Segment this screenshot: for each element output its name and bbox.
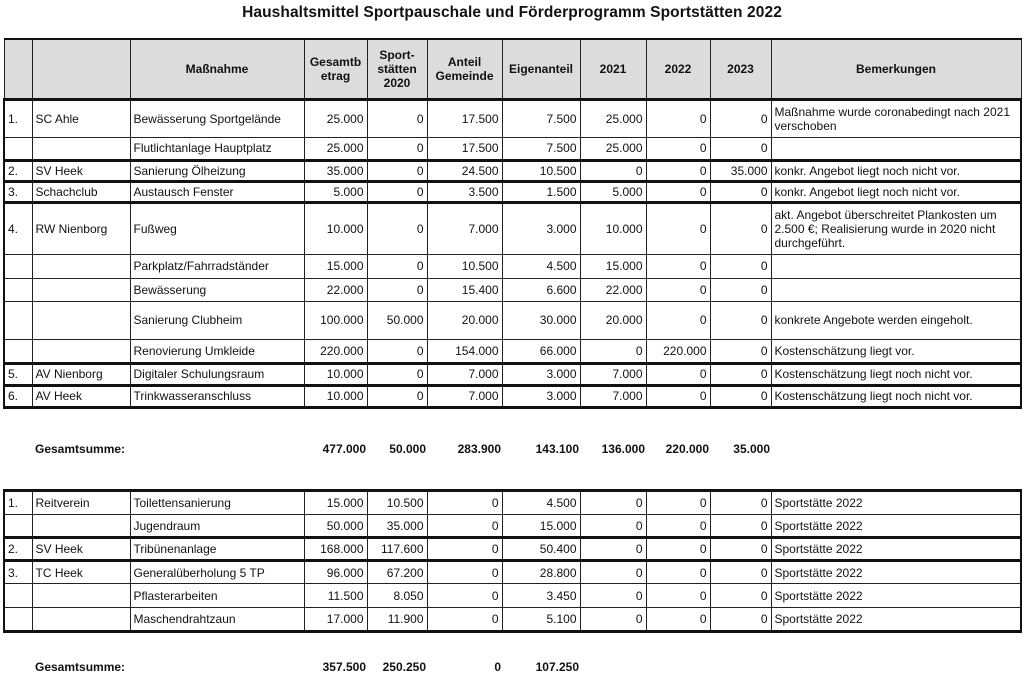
cell-anteil-gemeinde: 7.000 <box>427 363 502 385</box>
cell-2021: 0 <box>580 515 646 538</box>
cell-gesamtbetrag: 10.000 <box>304 202 367 254</box>
cell-bemerkungen: Sportstätte 2022 <box>771 491 1021 515</box>
table-row <box>4 254 1021 278</box>
table1-body <box>4 99 1021 407</box>
cell-anteil-gemeinde: 0 <box>427 561 502 584</box>
cell-verein: AV Heek <box>32 385 130 407</box>
cell-massnahme: Renovierung Umkleide <box>130 339 304 363</box>
cell-2023: 0 <box>710 491 771 515</box>
cell-verein <box>32 608 130 632</box>
cell-sportstaetten: 0 <box>367 385 427 407</box>
table-row <box>4 363 1021 385</box>
cell-eigenanteil: 10.500 <box>502 160 580 181</box>
total-2021: 136.000 <box>601 442 645 456</box>
cell-sportstaetten: 50.000 <box>367 301 427 339</box>
cell-sportstaetten: 0 <box>367 278 427 301</box>
cell-2021: 5.000 <box>580 181 646 202</box>
table-row <box>4 385 1021 407</box>
cell-2021: 25.000 <box>580 99 646 137</box>
cell-gesamtbetrag: 22.000 <box>304 278 367 301</box>
cell-massnahme: Generalüberholung 5 TP <box>130 561 304 584</box>
total-label: Gesamtsumme: <box>35 442 126 456</box>
cell-bemerkungen: akt. Angebot überschreitet Plankosten um 2.500 €; Realisierung wurde in 2020 nicht durchgeführt. <box>771 202 1021 254</box>
total-sportstaetten: 250.250 <box>382 660 426 674</box>
cell-2022: 0 <box>646 301 710 339</box>
table-row <box>4 181 1021 202</box>
cell-nr: 3. <box>4 561 32 584</box>
budget-table-sportpauschale <box>3 38 1022 409</box>
cell-eigenanteil: 4.500 <box>502 254 580 278</box>
header-verein <box>32 39 130 99</box>
cell-sportstaetten: 35.000 <box>367 515 427 538</box>
cell-2023: 0 <box>710 254 771 278</box>
cell-2022: 0 <box>646 538 710 561</box>
cell-2021: 0 <box>580 339 646 363</box>
cell-anteil-gemeinde: 0 <box>427 608 502 632</box>
cell-2023: 0 <box>710 278 771 301</box>
cell-sportstaetten: 0 <box>367 160 427 181</box>
cell-sportstaetten: 8.050 <box>367 584 427 608</box>
cell-bemerkungen: Sportstätte 2022 <box>771 561 1021 584</box>
cell-2023: 0 <box>710 202 771 254</box>
cell-2021: 0 <box>580 538 646 561</box>
header-nr <box>4 39 32 99</box>
header-bemerkungen: Bemerkungen <box>771 39 1021 99</box>
cell-verein <box>32 301 130 339</box>
cell-nr <box>4 254 32 278</box>
header-massnahme: Maßnahme <box>130 39 304 99</box>
cell-verein <box>32 584 130 608</box>
cell-nr <box>4 584 32 608</box>
table-row <box>4 301 1021 339</box>
cell-gesamtbetrag: 15.000 <box>304 491 367 515</box>
cell-nr <box>4 301 32 339</box>
cell-2022: 0 <box>646 491 710 515</box>
cell-gesamtbetrag: 96.000 <box>304 561 367 584</box>
cell-anteil-gemeinde: 7.000 <box>427 202 502 254</box>
table-row <box>4 99 1021 137</box>
cell-2022: 0 <box>646 608 710 632</box>
cell-2023: 0 <box>710 584 771 608</box>
cell-2023: 0 <box>710 301 771 339</box>
table-row <box>4 491 1021 515</box>
cell-nr: 3. <box>4 181 32 202</box>
header-2022: 2022 <box>646 39 710 99</box>
cell-massnahme: Digitaler Schulungsraum <box>130 363 304 385</box>
cell-bemerkungen: Sportstätte 2022 <box>771 608 1021 632</box>
cell-2023: 0 <box>710 515 771 538</box>
cell-verein <box>32 278 130 301</box>
table-row <box>4 515 1021 538</box>
cell-massnahme: Bewässerung Sportgelände <box>130 99 304 137</box>
cell-anteil-gemeinde: 10.500 <box>427 254 502 278</box>
cell-gesamtbetrag: 220.000 <box>304 339 367 363</box>
total-row-2 <box>3 660 1020 676</box>
table-row <box>4 608 1021 632</box>
cell-2021: 25.000 <box>580 137 646 160</box>
cell-eigenanteil: 7.500 <box>502 99 580 137</box>
cell-2022: 0 <box>646 254 710 278</box>
cell-nr: 1. <box>4 491 32 515</box>
cell-anteil-gemeinde: 3.500 <box>427 181 502 202</box>
cell-2023: 0 <box>710 385 771 407</box>
table-row <box>4 137 1021 160</box>
total-row-1 <box>3 442 1020 458</box>
cell-massnahme: Toilettensanierung <box>130 491 304 515</box>
cell-eigenanteil: 66.000 <box>502 339 580 363</box>
cell-massnahme: Austausch Fenster <box>130 181 304 202</box>
cell-eigenanteil: 6.600 <box>502 278 580 301</box>
cell-anteil-gemeinde: 0 <box>427 491 502 515</box>
cell-2023: 0 <box>710 363 771 385</box>
cell-2022: 0 <box>646 99 710 137</box>
cell-bemerkungen <box>771 137 1021 160</box>
cell-sportstaetten: 0 <box>367 181 427 202</box>
cell-anteil-gemeinde: 17.500 <box>427 99 502 137</box>
cell-eigenanteil: 3.450 <box>502 584 580 608</box>
cell-anteil-gemeinde: 154.000 <box>427 339 502 363</box>
cell-bemerkungen: Kostenschätzung liegt noch nicht vor. <box>771 385 1021 407</box>
total-label: Gesamtsumme: <box>35 660 126 674</box>
table-row <box>4 339 1021 363</box>
cell-2021: 22.000 <box>580 278 646 301</box>
table-row <box>4 160 1021 181</box>
cell-massnahme: Trinkwasseranschluss <box>130 385 304 407</box>
cell-sportstaetten: 0 <box>367 137 427 160</box>
cell-verein: Schachclub <box>32 181 130 202</box>
cell-2021: 0 <box>580 561 646 584</box>
cell-2023: 0 <box>710 181 771 202</box>
cell-anteil-gemeinde: 0 <box>427 584 502 608</box>
total-eigenanteil: 143.100 <box>535 442 579 456</box>
cell-2021: 10.000 <box>580 202 646 254</box>
cell-verein <box>32 339 130 363</box>
cell-2021: 0 <box>580 491 646 515</box>
cell-sportstaetten: 117.600 <box>367 538 427 561</box>
total-anteil-gemeinde: 0 <box>494 660 501 674</box>
cell-bemerkungen <box>771 254 1021 278</box>
cell-2023: 0 <box>710 339 771 363</box>
cell-bemerkungen: Kostenschätzung liegt noch nicht vor. <box>771 363 1021 385</box>
cell-gesamtbetrag: 5.000 <box>304 181 367 202</box>
cell-verein: TC Heek <box>32 561 130 584</box>
cell-sportstaetten: 0 <box>367 339 427 363</box>
total-eigenanteil: 107.250 <box>535 660 579 674</box>
cell-massnahme: Sanierung Ölheizung <box>130 160 304 181</box>
table-row <box>4 561 1021 584</box>
cell-massnahme: Pflasterarbeiten <box>130 584 304 608</box>
document-title: Haushaltsmittel Sportpauschale und Förderprogramm Sportstätten 2022 <box>242 4 782 21</box>
total-2023: 35.000 <box>733 442 770 456</box>
header-sportstaetten-2020: Sport- stätten 2020 <box>367 39 427 99</box>
header-anteil-gemeinde: Anteil Gemeinde <box>427 39 502 99</box>
cell-verein <box>32 137 130 160</box>
header-eigenanteil: Eigenanteil <box>502 39 580 99</box>
cell-nr: 6. <box>4 385 32 407</box>
cell-sportstaetten: 0 <box>367 99 427 137</box>
cell-anteil-gemeinde: 15.400 <box>427 278 502 301</box>
total-2022: 220.000 <box>665 442 709 456</box>
cell-eigenanteil: 28.800 <box>502 561 580 584</box>
cell-gesamtbetrag: 35.000 <box>304 160 367 181</box>
cell-bemerkungen: konkr. Angebot liegt noch nicht vor. <box>771 181 1021 202</box>
header-2023: 2023 <box>710 39 771 99</box>
cell-bemerkungen: Kostenschätzung liegt vor. <box>771 339 1021 363</box>
cell-2021: 0 <box>580 584 646 608</box>
cell-bemerkungen: Sportstätte 2022 <box>771 515 1021 538</box>
total-sportstaetten: 50.000 <box>389 442 426 456</box>
table-row <box>4 202 1021 254</box>
cell-2023: 0 <box>710 561 771 584</box>
cell-massnahme: Jugendraum <box>130 515 304 538</box>
cell-2022: 0 <box>646 202 710 254</box>
cell-anteil-gemeinde: 20.000 <box>427 301 502 339</box>
cell-verein <box>32 254 130 278</box>
budget-table-foerderprogramm <box>3 489 1022 633</box>
cell-verein: Reitverein <box>32 491 130 515</box>
cell-2023: 0 <box>710 99 771 137</box>
cell-gesamtbetrag: 10.000 <box>304 385 367 407</box>
cell-eigenanteil: 3.000 <box>502 363 580 385</box>
cell-gesamtbetrag: 11.500 <box>304 584 367 608</box>
cell-gesamtbetrag: 168.000 <box>304 538 367 561</box>
cell-gesamtbetrag: 50.000 <box>304 515 367 538</box>
cell-2023: 0 <box>710 137 771 160</box>
cell-2022: 0 <box>646 160 710 181</box>
cell-2022: 0 <box>646 385 710 407</box>
cell-2022: 0 <box>646 363 710 385</box>
cell-eigenanteil: 3.000 <box>502 385 580 407</box>
cell-2022: 0 <box>646 584 710 608</box>
cell-sportstaetten: 0 <box>367 363 427 385</box>
cell-bemerkungen: konkrete Angebote werden eingeholt. <box>771 301 1021 339</box>
table-header-row <box>4 39 1021 99</box>
cell-eigenanteil: 30.000 <box>502 301 580 339</box>
cell-verein: AV Nienborg <box>32 363 130 385</box>
cell-bemerkungen: Sportstätte 2022 <box>771 538 1021 561</box>
cell-eigenanteil: 50.400 <box>502 538 580 561</box>
cell-2022: 0 <box>646 278 710 301</box>
cell-2023: 0 <box>710 538 771 561</box>
cell-2022: 0 <box>646 515 710 538</box>
cell-eigenanteil: 1.500 <box>502 181 580 202</box>
cell-sportstaetten: 10.500 <box>367 491 427 515</box>
cell-massnahme: Tribünenanlage <box>130 538 304 561</box>
cell-2021: 0 <box>580 160 646 181</box>
cell-eigenanteil: 3.000 <box>502 202 580 254</box>
cell-eigenanteil: 15.000 <box>502 515 580 538</box>
cell-sportstaetten: 67.200 <box>367 561 427 584</box>
cell-2021: 20.000 <box>580 301 646 339</box>
cell-verein: SC Ahle <box>32 99 130 137</box>
cell-nr <box>4 608 32 632</box>
cell-nr: 2. <box>4 538 32 561</box>
cell-verein: SV Heek <box>32 538 130 561</box>
cell-2023: 0 <box>710 608 771 632</box>
cell-massnahme: Sanierung Clubheim <box>130 301 304 339</box>
cell-sportstaetten: 0 <box>367 202 427 254</box>
cell-bemerkungen: Sportstätte 2022 <box>771 584 1021 608</box>
cell-nr <box>4 278 32 301</box>
cell-2021: 7.000 <box>580 363 646 385</box>
cell-sportstaetten: 0 <box>367 254 427 278</box>
cell-anteil-gemeinde: 24.500 <box>427 160 502 181</box>
cell-verein: RW Nienborg <box>32 202 130 254</box>
cell-2022: 220.000 <box>646 339 710 363</box>
cell-2022: 0 <box>646 181 710 202</box>
total-gesamtbetrag: 477.000 <box>322 442 366 456</box>
cell-massnahme: Fußweg <box>130 202 304 254</box>
cell-bemerkungen: Maßnahme wurde coronabedingt nach 2021 verschoben <box>771 99 1021 137</box>
table2-body <box>4 491 1021 632</box>
cell-gesamtbetrag: 10.000 <box>304 363 367 385</box>
cell-gesamtbetrag: 100.000 <box>304 301 367 339</box>
table-row <box>4 584 1021 608</box>
cell-2022: 0 <box>646 561 710 584</box>
cell-2023: 35.000 <box>710 160 771 181</box>
cell-gesamtbetrag: 25.000 <box>304 137 367 160</box>
table-row <box>4 278 1021 301</box>
cell-nr <box>4 515 32 538</box>
cell-verein: SV Heek <box>32 160 130 181</box>
cell-anteil-gemeinde: 0 <box>427 515 502 538</box>
header-gesamtbetrag: Gesamtb etrag <box>304 39 367 99</box>
cell-nr <box>4 137 32 160</box>
cell-eigenanteil: 7.500 <box>502 137 580 160</box>
cell-sportstaetten: 11.900 <box>367 608 427 632</box>
cell-gesamtbetrag: 17.000 <box>304 608 367 632</box>
cell-massnahme: Maschendrahtzaun <box>130 608 304 632</box>
cell-gesamtbetrag: 15.000 <box>304 254 367 278</box>
cell-anteil-gemeinde: 17.500 <box>427 137 502 160</box>
cell-eigenanteil: 4.500 <box>502 491 580 515</box>
cell-nr <box>4 339 32 363</box>
cell-bemerkungen: konkr. Angebot liegt noch nicht vor. <box>771 160 1021 181</box>
cell-massnahme: Bewässerung <box>130 278 304 301</box>
cell-eigenanteil: 5.100 <box>502 608 580 632</box>
cell-massnahme: Parkplatz/Fahrradständer <box>130 254 304 278</box>
table-row <box>4 538 1021 561</box>
total-gesamtbetrag: 357.500 <box>322 660 366 674</box>
cell-2021: 0 <box>580 608 646 632</box>
total-anteil-gemeinde: 283.900 <box>457 442 501 456</box>
cell-anteil-gemeinde: 0 <box>427 538 502 561</box>
cell-bemerkungen <box>771 278 1021 301</box>
cell-nr: 4. <box>4 202 32 254</box>
cell-gesamtbetrag: 25.000 <box>304 99 367 137</box>
header-2021: 2021 <box>580 39 646 99</box>
cell-verein <box>32 515 130 538</box>
cell-2021: 15.000 <box>580 254 646 278</box>
cell-2021: 7.000 <box>580 385 646 407</box>
cell-nr: 5. <box>4 363 32 385</box>
cell-massnahme: Flutlichtanlage Hauptplatz <box>130 137 304 160</box>
cell-nr: 1. <box>4 99 32 137</box>
cell-2022: 0 <box>646 137 710 160</box>
cell-nr: 2. <box>4 160 32 181</box>
cell-anteil-gemeinde: 7.000 <box>427 385 502 407</box>
